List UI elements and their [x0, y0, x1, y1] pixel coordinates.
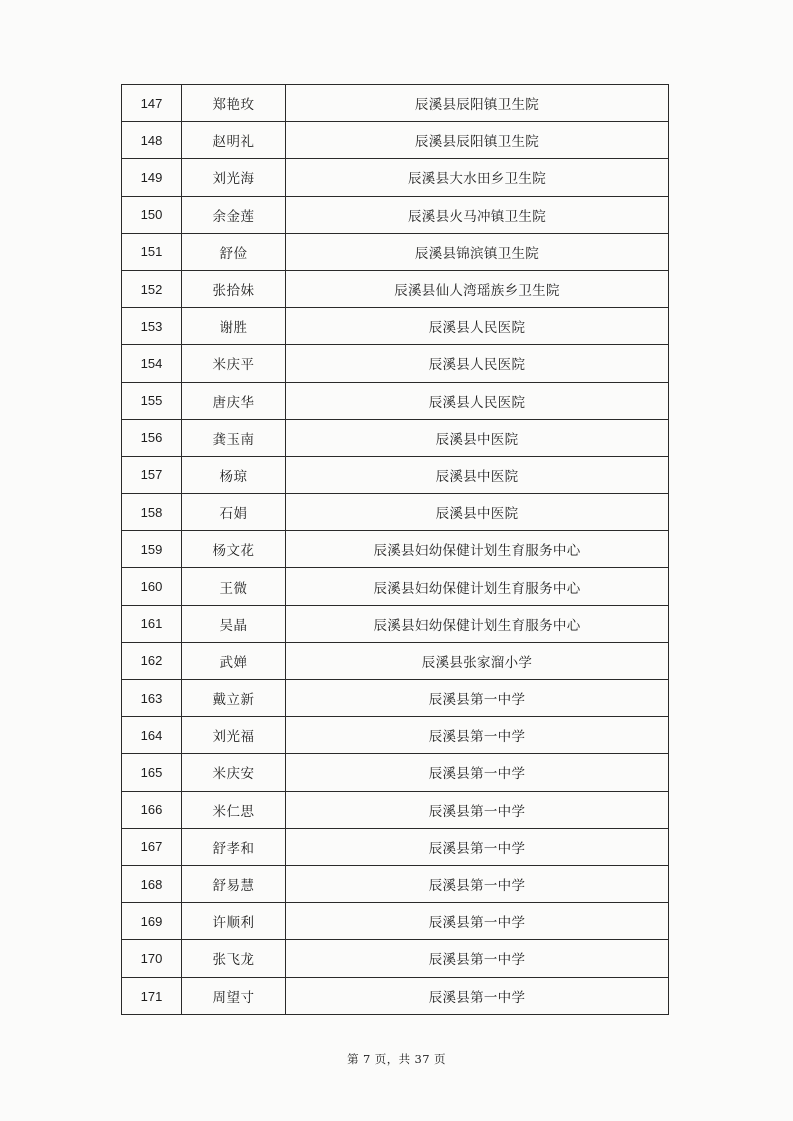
name-cell: 舒易慧 — [182, 866, 286, 902]
table-row — [122, 457, 668, 494]
unit-cell: 辰溪县中医院 — [435, 468, 519, 485]
table-row — [122, 85, 668, 122]
unit-cell: 辰溪县仙人湾瑶族乡卫生院 — [394, 283, 560, 300]
table-row — [122, 903, 668, 940]
name-cell: 周望寸 — [182, 978, 286, 1015]
name-cell: 杨琼 — [182, 457, 286, 493]
name-cell: 舒孝和 — [182, 829, 286, 865]
row-number-cell: 170 — [122, 940, 182, 976]
unit-cell: 辰溪县锦滨镇卫生院 — [414, 245, 540, 262]
row-number-cell: 152 — [122, 271, 182, 307]
row-number-cell: 157 — [122, 457, 182, 493]
table-row — [122, 197, 668, 234]
name-cell: 张飞龙 — [182, 940, 286, 976]
table-row — [122, 420, 668, 457]
name-cell: 谢胜 — [182, 308, 286, 344]
name-cell: 龚玉南 — [182, 420, 286, 456]
table-row — [122, 866, 668, 903]
name-cell: 赵明礼 — [182, 122, 286, 158]
row-number-cell: 153 — [122, 308, 182, 344]
unit-cell: 辰溪县第一中学 — [428, 729, 526, 746]
table-row — [122, 308, 668, 345]
page-number: 第 7 页，共 37 页 — [347, 1052, 446, 1066]
unit-cell: 辰溪县辰阳镇卫生院 — [414, 134, 540, 151]
row-number-cell: 147 — [122, 85, 182, 121]
table-row — [122, 978, 668, 1015]
row-number-cell: 156 — [122, 420, 182, 456]
unit-cell: 辰溪县第一中学 — [428, 915, 526, 932]
name-cell: 米庆安 — [182, 754, 286, 790]
row-number-cell: 158 — [122, 494, 182, 530]
unit-cell: 辰溪县人民医院 — [428, 394, 526, 411]
table-row — [122, 606, 668, 643]
name-cell: 石娟 — [182, 494, 286, 530]
name-cell: 许顺利 — [182, 903, 286, 939]
unit-cell: 辰溪县第一中学 — [428, 990, 526, 1007]
unit-cell: 辰溪县第一中学 — [428, 766, 526, 783]
name-cell: 武婵 — [182, 643, 286, 679]
name-cell: 舒俭 — [182, 234, 286, 270]
table-row — [122, 271, 668, 308]
row-number-cell: 159 — [122, 531, 182, 567]
row-number-cell: 162 — [122, 643, 182, 679]
row-number-cell: 155 — [122, 383, 182, 419]
name-cell: 米庆平 — [182, 345, 286, 381]
row-number-cell: 161 — [122, 606, 182, 642]
unit-cell: 辰溪县第一中学 — [428, 952, 526, 969]
row-number-cell: 164 — [122, 717, 182, 753]
unit-cell: 辰溪县妇幼保健计划生育服务中心 — [373, 617, 581, 634]
table-row — [122, 345, 668, 382]
row-number-cell: 168 — [122, 866, 182, 902]
name-cell: 郑艳玫 — [182, 85, 286, 121]
unit-cell: 辰溪县人民医院 — [428, 357, 526, 374]
unit-cell: 辰溪县妇幼保健计划生育服务中心 — [373, 580, 581, 597]
row-number-cell: 149 — [122, 159, 182, 195]
unit-cell: 辰溪县辰阳镇卫生院 — [414, 97, 540, 114]
row-number-cell: 160 — [122, 568, 182, 604]
unit-cell: 辰溪县大水田乡卫生院 — [408, 171, 546, 188]
table-row — [122, 234, 668, 271]
row-number-cell: 163 — [122, 680, 182, 716]
unit-cell: 辰溪县第一中学 — [428, 878, 526, 895]
row-number-cell: 165 — [122, 754, 182, 790]
table-row — [122, 383, 668, 420]
table-row — [122, 754, 668, 791]
row-number-cell: 171 — [122, 978, 182, 1015]
row-number-cell: 154 — [122, 345, 182, 381]
roster-table — [121, 84, 669, 1015]
row-number-cell: 166 — [122, 792, 182, 828]
unit-cell: 辰溪县第一中学 — [428, 803, 526, 820]
table-row — [122, 680, 668, 717]
table-row — [122, 494, 668, 531]
row-number-cell: 151 — [122, 234, 182, 270]
name-cell: 余金莲 — [182, 197, 286, 233]
name-cell: 吴晶 — [182, 606, 286, 642]
name-cell: 刘光海 — [182, 159, 286, 195]
unit-cell: 辰溪县中医院 — [435, 431, 519, 448]
row-number-cell: 169 — [122, 903, 182, 939]
row-number-cell: 148 — [122, 122, 182, 158]
unit-cell: 辰溪县第一中学 — [428, 692, 526, 709]
unit-cell: 辰溪县张家溜小学 — [421, 654, 533, 671]
name-cell: 张拾妹 — [182, 271, 286, 307]
unit-cell: 辰溪县火马冲镇卫生院 — [408, 208, 546, 225]
table-row — [122, 940, 668, 977]
unit-cell: 辰溪县人民医院 — [428, 320, 526, 337]
unit-cell: 辰溪县第一中学 — [428, 840, 526, 857]
name-cell: 刘光福 — [182, 717, 286, 753]
name-cell: 戴立新 — [182, 680, 286, 716]
table-row — [122, 568, 668, 605]
name-cell: 杨文花 — [182, 531, 286, 567]
table-row — [122, 122, 668, 159]
table-row — [122, 717, 668, 754]
name-cell: 唐庆华 — [182, 383, 286, 419]
unit-cell: 辰溪县中医院 — [435, 506, 519, 523]
table-row — [122, 792, 668, 829]
table-row — [122, 531, 668, 568]
table-row — [122, 829, 668, 866]
table-row — [122, 643, 668, 680]
row-number-cell: 150 — [122, 197, 182, 233]
name-cell: 王微 — [182, 568, 286, 604]
unit-cell: 辰溪县妇幼保健计划生育服务中心 — [373, 543, 581, 560]
table-row — [122, 159, 668, 196]
name-cell: 米仁思 — [182, 792, 286, 828]
row-number-cell: 167 — [122, 829, 182, 865]
